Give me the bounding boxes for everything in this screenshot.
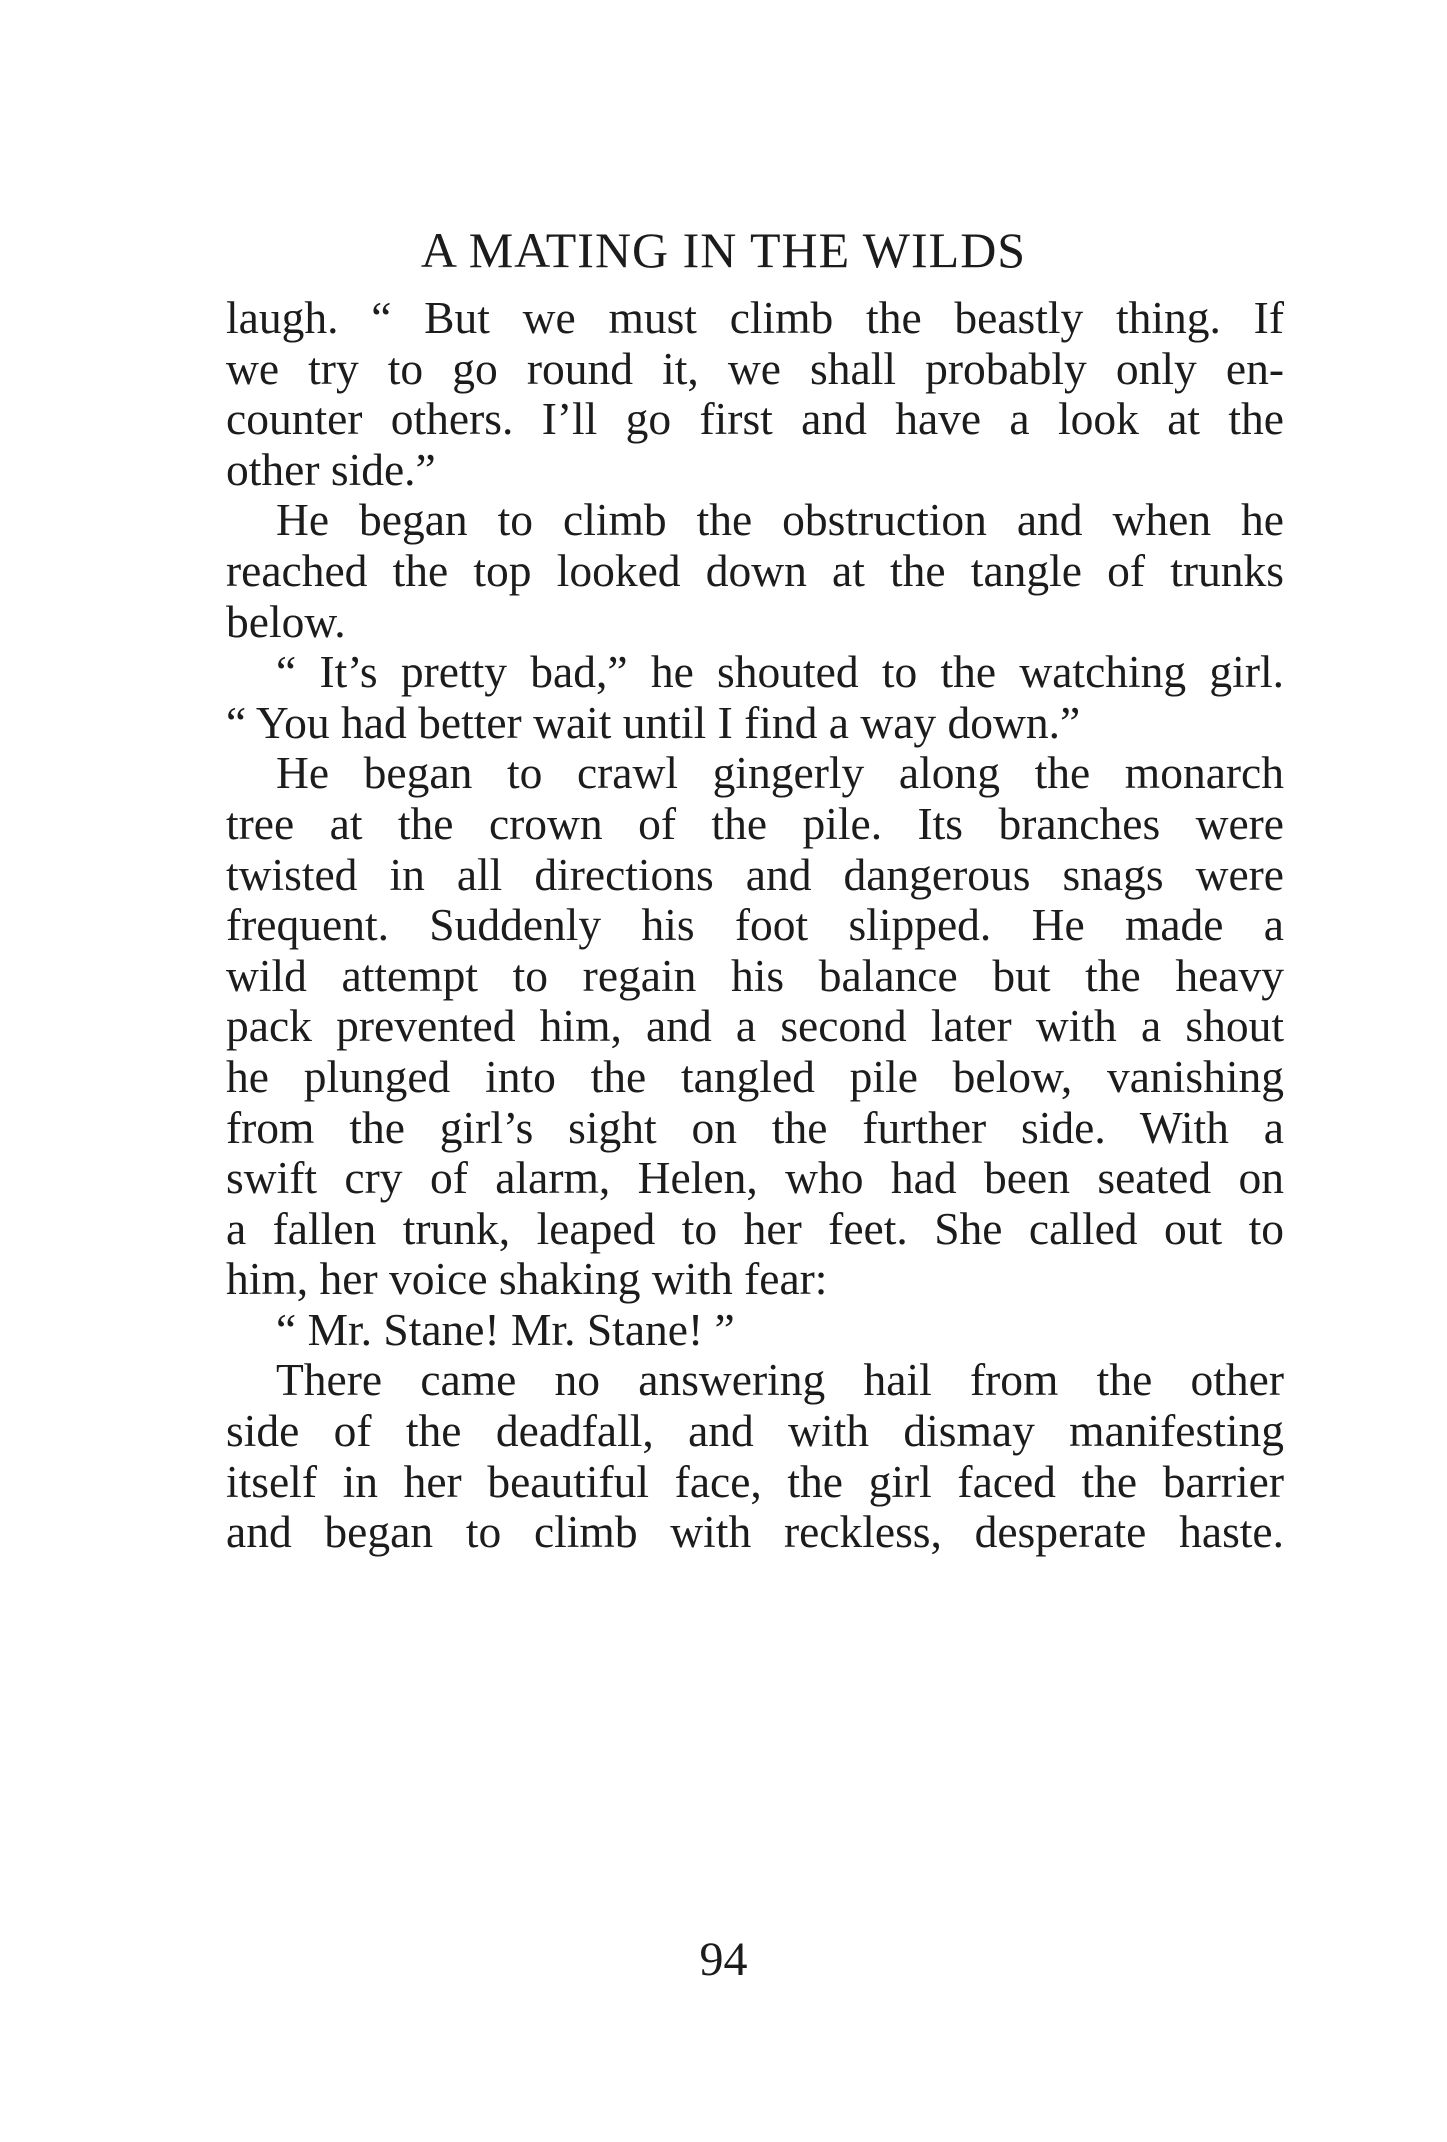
text-line: frequent. Suddenly his foot slipped. He made a [226,899,1284,951]
text-line: swift cry of alarm, Helen, who had been seated on [226,1152,1284,1204]
text-line: “ It’s pretty bad,” he shouted to the watching girl. [276,646,1284,698]
text-line: “ Mr. Stane! Mr. Stane! ” [276,1303,735,1355]
text-line: twisted in all directions and dangerous snags were [226,848,1284,900]
text-line: a fallen trunk, leaped to her feet. She called out to [226,1202,1284,1254]
page-number: 94 [699,1933,748,1986]
text-line: pack prevented him, and a second later with a shout [226,1000,1284,1052]
text-line: tree at the crown of the pile. Its branches were [226,797,1284,849]
text-line: from the girl’s sight on the further side. With a [226,1101,1284,1153]
text-line: He began to crawl gingerly along the monarch [276,747,1284,799]
text-line: There came no answering hail from the other [276,1354,1284,1406]
text-line: him, her voice shaking with fear: [226,1253,828,1305]
text-line: wild attempt to regain his balance but the heavy [226,949,1284,1001]
text-line: reached the top looked down at the tangle of trunks [226,544,1284,596]
text-line: “ You had better wait until I find a way down.” [226,696,1081,748]
text-line: laugh. “ But we must climb the beastly thing. If [226,292,1284,343]
text-line: itself in her beautiful face, the girl faced the barrier [226,1455,1284,1507]
body-text [226,293,1284,1558]
text-line: side of the deadfall, and with dismay manifesting [226,1405,1284,1457]
text-line: counter others. I’ll go first and have a look at the [226,393,1284,445]
text-line: and began to climb with reckless, desperate haste. [226,1506,1284,1558]
text-line: below. [226,595,346,647]
text-line: other side.” [226,443,436,495]
running-head: A MATING IN THE WILDS [420,222,1027,278]
text-line: he plunged into the tangled pile below, vanishing [226,1050,1284,1102]
text-line: He began to climb the obstruction and when he [276,494,1284,546]
text-line: we try to go round it, we shall probably only en- [226,342,1284,394]
